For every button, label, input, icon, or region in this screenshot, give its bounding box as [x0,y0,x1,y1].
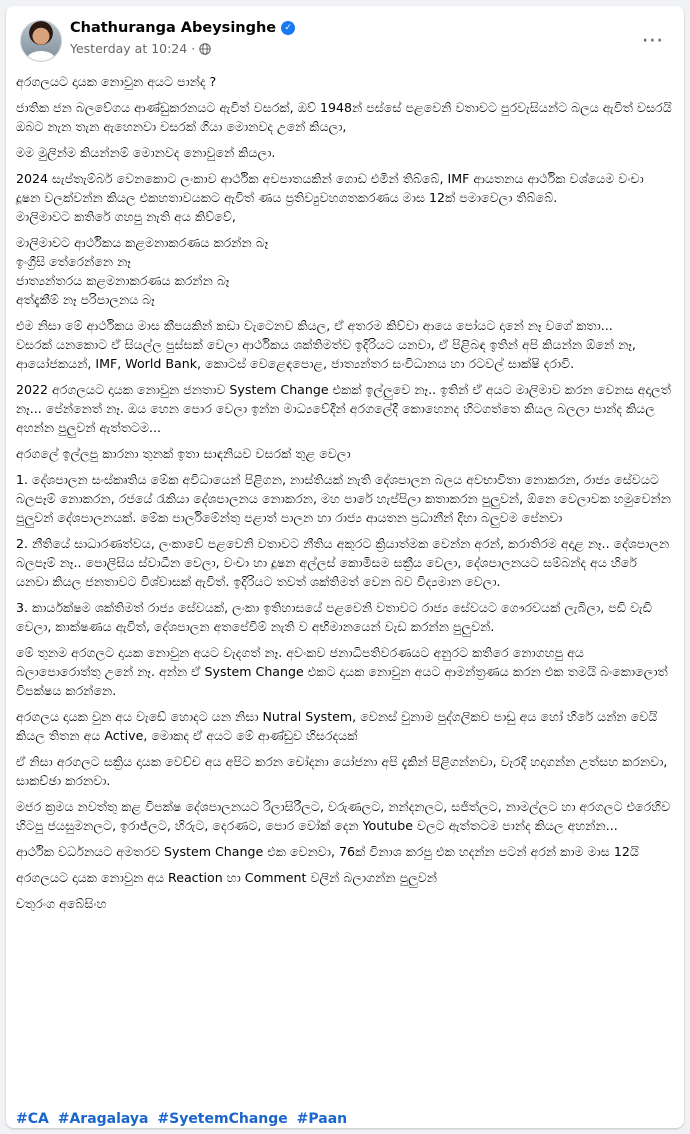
hashtag-link[interactable]: #SyetemChange [157,1111,288,1127]
post-paragraph: ඒ නිසා අරගලට සක්‍රිය දායක වෙච්ච අය අපිට කරන චෝදනා යෝජනා අපි දැකින් පිළිගන්නවා, වැරදි හදාගන්න උත්සහ කරනවා, සාකච්ඡා කරනවා. [16,754,668,788]
post-paragraph: එම නිසා මේ ආර්ථිකය මාස කීපයකින් කඩා වැටෙනව කියල, ඒ අතරම කිව්වා ආයෙ පෝයට දානේ නෑ වගේ කතා... වසරක් යනකොට ඒ සියල්ල පුස්සක් වෙලා ආර්ථිකය ශක්තිමත්ව ඉදිරියට යනවා, ඒ පිළිබඳ ඉතින් අපි කියන්න ඕනේ නෑ, ආයෝජකයන්, IMF, World Bank, කොටස් වෙළෙඳපොළ, ජාත්‍යන්තර සංවිධානය හා රටවල් සාක්ෂි දරාවි. [16,318,636,371]
post-meta [70,41,211,56]
post-paragraph: මේ තුනම අරගලට දායක නොවුන අයට වැදගත් නෑ. අවංකව ජනාධිපතිවරණයට අනුරට කතිරෙ නොගහපු අය බලාපොරොත්තු උනේ නෑ. අන්න ඒ System Change එකට දායක නොවුන අයට ආමන්ත්‍රණය කරන එක තමයි බංකොලොත් විපක්ෂය කරන්නෙ. [16,645,668,698]
post-header [16,18,674,62]
post-paragraph: මාලිමාවට ආර්ථිකය කළමනාකරණය කරන්න බෑ ඉංග්‍රීසි තේරෙන්නෙ නෑ ජාත්‍යන්තරය කළමනාකරණය කරන්න බෑ අත්දැකීම් නෑ පරිපාලනය බෑ [16,235,269,307]
verified-badge-icon: ✓ [281,21,295,35]
post-paragraph: 2022 අරගලයට දායක නොවුන ජනතාව System Change එකක් ඉල්ලුවෙ නෑ.. ඉතින් ඒ අයට මාලිමාව කරන වෙනස අදාලත් නෑ... පේන්නෙත් නෑ. ඔය හෙන පොර වෙලා ඉන්න මාධ්‍යවේදීන් අරගලේදී කොහෙනද හිටගත්තෙ කියල බලලා පාන්ද කියල අහන්න පුලුවන් ඇත්තටම... [16,382,671,435]
post-paragraph: මම මුලින්ම කියන්නම් මොනවද නොවුනේ කියලා. [16,145,276,160]
post-paragraph: 3. කාර්යක්ෂම ශක්තිමත් රාජ්‍ය සේවයක්, ලංකා ඉතිහාසයේ පළවෙනි වතාවට රාජ්‍ය සේවයට ගෞරවයක් ලැබිලා, පඩි වැඩි වෙලා, කාක්ෂණය ඇවිත්, දේශපාලන අතපේවීම් නැති ව අභිමානයෙන් වැඩ කරන්න පුලුවන්. [16,600,652,634]
post-card [6,6,684,1128]
post-timestamp[interactable]: Yesterday at 10:24 [70,41,188,56]
hashtag-link[interactable]: #CA [16,1111,49,1127]
hashtag-row [16,1111,351,1127]
hashtag-link[interactable]: #Aragalaya [57,1111,149,1127]
author-row [70,20,295,36]
post-paragraph: අරගලය දායක වුන අය වැඩේ හොදට යන නිසා Nutral System, වෙනස් වුනාම පුද්ගලිකව පාඩු අය හෝ හිරේ යන්න වෙයි කියල තිතන අය Active, මොකද ඒ අයට මේ ආණ්ඩුව හිසරදයක් [16,709,658,743]
post-paragraph: අරගලයට දායක නොවුන අයට පාන්ද ? [16,74,217,89]
globe-icon[interactable] [199,43,211,55]
hashtag-link[interactable]: #Paan [296,1111,348,1127]
post-paragraph: 2024 සැප්තැම්බර් වෙනකොට ලංකාව ආර්ථික අවපාතයකින් ගොඩ එමින් තිබ්බේ, IMF ආයතනය ආර්ථික වශ්යෙම වංචා දූෂන වලක්වන්න කියල එකහතාවයකට ඇවිත් ණය ප්‍රතිව්‍යුවහගතකරණය මාස 12ක් පමාවෙලා තිබ්බේ. මාලිමාවට කතිරේ ගහපු නැති අය කිව්වේ, [16,171,644,224]
post-paragraph: ජාතික ජන බලවේගය ආණ්ඩුකරනයට ඇවිත් වසරක්, ඔව් 1948න් පස්සේ පළවෙනි වතාවට පුරවැසියන්ට බලය ඇවිත් වසරයි ඔබට නැන තැන ඇහෙනවා වසරක් ගියා මොනවද උනේ කියලා, [16,100,672,134]
author-name[interactable]: Chathuranga Abeysinghe [70,20,277,36]
post-paragraph: මජර ක්‍රමය නවත්තු කළ විපක්ෂ දේශපාලනයට රිලාසිරීලට, වරුණලට, නන්දනලට, සජිත්ලට, නාමල්ලට හා අරගලට එරෙහිව හිටපු ජයසුමනලට, ඉරාජ්ලට, හිරුට, දෙරණට, පොර වෝක් දෙන Youtube වලට ඇත්තටම පාන්ද කියල අහන්න... [16,799,671,833]
post-paragraph: 2. නීතියේ සාධාරණත්වය, ලංකාවේ පළවෙනි වතාවට නීතිය අකුරට ක්‍රියාත්මක වෙන්න අරන්, කරාතිරම අදාළ නෑ.. දේශපාලන බලපෑම් නෑ.. පොලිසිය ස්වාධීන වෙලා, වංචා හා දූෂන අල්ලස් කොමිසම සක්‍රීය වෙලා, දේශපාලනයට සම්බන්ද අය හිරේ යනවා කියල ජනතාවට විශ්වාසක් ඇවිත්. ඉදිරියට තවත් ශක්තිමත් වෙන බව විද්‍යමාන වෙලා. [16,536,670,589]
meta-separator: · [191,41,196,56]
more-options-icon[interactable]: ⋯ [641,27,663,53]
post-paragraph: අරගලයට දායක නොවුන අය Reaction හා Comment වලින් බලාගන්න පුලුවන් [16,870,438,885]
post-text [16,72,672,915]
post-paragraph: ආර්ථික වර්ධනයට අමතරව System Change එක වෙනවා, 76ක් විනාශ කරපු එක හදන්න පටන් අරන් කාම මාස 12යි [16,844,639,859]
post-paragraph: 1. දේශපාලන සංස්කෘතිය මේක අවිධායෙන් පිළිගන, නාස්තියක් නැති දේශපාලන බලය අවභාවිතා නොකරන, රාජ්‍ය සේවයට බලපෑම් නොකරන, රජයේ රැකියා දේශපාලනය නොකරන, මහ පාරේ හැප්පිලා කතාකරන පුලුවන්, ඕනෙ වෙලාවක හමුවෙන්න පුලුවන් දේශපාලනයක්. මේක පාර්ලිමේන්තු පළාත් පාලන හා රාජ්‍ය ආයතන ප්‍රධානීන් දිහා බලුවම පේනවා [16,472,671,525]
post-paragraph: අරගලේ ඉල්ලපු කාරනා තුනක් ඉතා සාඳනියව වසරක් තුළ වෙලා [16,446,351,461]
post-signature: චතුරංග අබේසිංහ [16,896,107,911]
avatar[interactable] [20,20,62,62]
